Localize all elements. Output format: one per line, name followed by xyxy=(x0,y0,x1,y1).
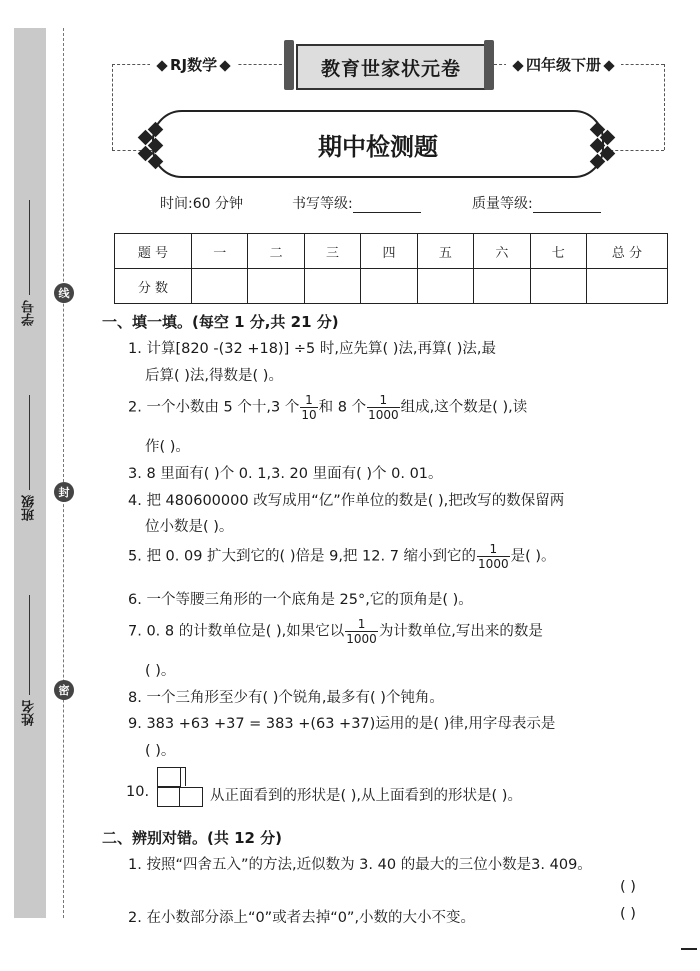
question-3: 3. 8 里面有( )个 0. 1,3. 20 里面有( )个 0. 01。 xyxy=(128,466,443,482)
fraction: $\frac{1}{1000}$ xyxy=(368,393,399,422)
series-title: 教育世家状元卷 xyxy=(296,44,486,90)
question-7-line2: ( )。 xyxy=(145,663,176,679)
table-cell: 六 xyxy=(474,234,530,269)
header-vdash-right xyxy=(664,64,665,150)
question-1-line2: 后算( )法,得数是( )。 xyxy=(145,368,283,384)
question-6: 6. 一个等腰三角形的一个底角是 25°,它的顶角是( )。 xyxy=(128,592,473,608)
page-mark xyxy=(681,948,697,950)
question-9-line1: 9. 383 +63 +37 = 383 +(63 +37)运用的是( )律,用字母表示是 xyxy=(128,716,556,732)
binding-strip xyxy=(14,28,46,918)
subject-tag: RJ数学 xyxy=(150,54,237,75)
seal-xian: 线 xyxy=(54,283,74,303)
student-id-blank[interactable] xyxy=(29,200,30,295)
student-id-label: 学号 xyxy=(22,300,37,326)
name-label: 姓名 xyxy=(22,700,37,726)
cube-depth-edge xyxy=(179,767,186,786)
quality-grade-blank[interactable] xyxy=(533,212,601,213)
judge-answer-2[interactable]: ( ) xyxy=(620,906,636,922)
score-table xyxy=(114,233,668,304)
scroll-roller-right xyxy=(484,40,494,90)
table-cell: 三 xyxy=(304,234,360,269)
score-cell[interactable] xyxy=(192,269,248,304)
header-vdash-left xyxy=(112,64,113,150)
score-table-score-row xyxy=(115,269,668,304)
class-blank[interactable] xyxy=(29,395,30,490)
diamond-icon xyxy=(156,60,167,71)
score-cell[interactable] xyxy=(474,269,530,304)
class-label: 班级 xyxy=(22,495,37,521)
table-cell: 五 xyxy=(417,234,473,269)
table-cell: 一 xyxy=(192,234,248,269)
table-cell: 七 xyxy=(530,234,586,269)
question-5: 5. 把 0. 09 扩大到它的( )倍是 9,把 12. 7 缩小到它的 $\frac{1}{1000}$ 是( )。 xyxy=(128,542,556,571)
fraction: $\frac{1}{1000}$ xyxy=(478,542,509,571)
grade-tag: 四年级下册 xyxy=(506,54,621,75)
score-cell[interactable] xyxy=(530,269,586,304)
score-cell[interactable] xyxy=(587,269,668,304)
score-cell[interactable] xyxy=(248,269,304,304)
table-cell: 题 号 xyxy=(115,234,192,269)
cube xyxy=(157,767,181,787)
binding-dash-line xyxy=(63,28,64,918)
diamond-icon xyxy=(512,60,523,71)
score-cell[interactable] xyxy=(361,269,417,304)
question-10-number: 10. xyxy=(126,784,150,800)
cube xyxy=(157,787,181,807)
question-4-line2: 位小数是( )。 xyxy=(145,519,234,535)
cube-figure xyxy=(155,765,205,817)
table-cell: 分 数 xyxy=(115,269,192,304)
question-9-line2: ( )。 xyxy=(145,743,176,759)
section1-title: 一、填一填。(每空 1 分,共 21 分) xyxy=(102,313,339,331)
question-2-line1: 2. 一个小数由 5 个十,3 个 $\frac{1}{10}$ 和 8 个 $\frac{1}{1000}$ 组成,这个数是( ),读 xyxy=(128,393,528,422)
table-cell: 二 xyxy=(248,234,304,269)
table-cell: 四 xyxy=(361,234,417,269)
score-cell[interactable] xyxy=(417,269,473,304)
judge-answer-1[interactable]: ( ) xyxy=(620,879,636,895)
question-2-line2: 作( )。 xyxy=(145,439,190,455)
name-blank[interactable] xyxy=(29,595,30,695)
fraction: $\frac{1}{1000}$ xyxy=(346,617,377,646)
section2-title: 二、辨别对错。(共 12 分) xyxy=(102,829,283,847)
table-cell: 总 分 xyxy=(587,234,668,269)
writing-grade-blank[interactable] xyxy=(353,212,421,213)
seal-mi: 密 xyxy=(54,680,74,700)
diamond-icon xyxy=(219,60,230,71)
scroll-roller-left xyxy=(284,40,294,90)
question-7-line1: 7. 0. 8 的计数单位是( ),如果它以 $\frac{1}{1000}$ 为计数单位,写出来的数是 xyxy=(128,617,543,646)
score-table-header-row xyxy=(115,234,668,269)
series-scroll-banner xyxy=(284,40,494,90)
writing-grade: 书写等级: xyxy=(292,193,421,213)
fraction: $\frac{1}{10}$ xyxy=(301,393,317,422)
score-cell[interactable] xyxy=(304,269,360,304)
judge-question-1: 1. 按照“四舍五入”的方法,近似数为 3. 40 的最大的三位小数是3. 409。 xyxy=(128,857,592,873)
diamond-icon xyxy=(603,60,614,71)
cube xyxy=(179,787,203,807)
quality-grade: 质量等级: xyxy=(472,193,601,213)
exam-title: 期中检测题 xyxy=(152,110,604,178)
question-1-line1: 1. 计算[820 -(32 +18)] ÷5 时,应先算( )法,再算( )法,最 xyxy=(128,341,497,357)
seal-feng: 封 xyxy=(54,482,74,502)
judge-question-2: 2. 在小数部分添上“0”或者去掉“0”,小数的大小不变。 xyxy=(128,910,476,926)
question-4-line1: 4. 把 480600000 改写成用“亿”作单位的数是( ),把改写的数保留两 xyxy=(128,493,565,509)
question-10-text: 从正面看到的形状是( ),从上面看到的形状是( )。 xyxy=(210,788,522,804)
question-8: 8. 一个三角形至少有( )个锐角,最多有( )个钝角。 xyxy=(128,690,444,706)
exam-time: 时间:60 分钟 xyxy=(160,196,243,212)
